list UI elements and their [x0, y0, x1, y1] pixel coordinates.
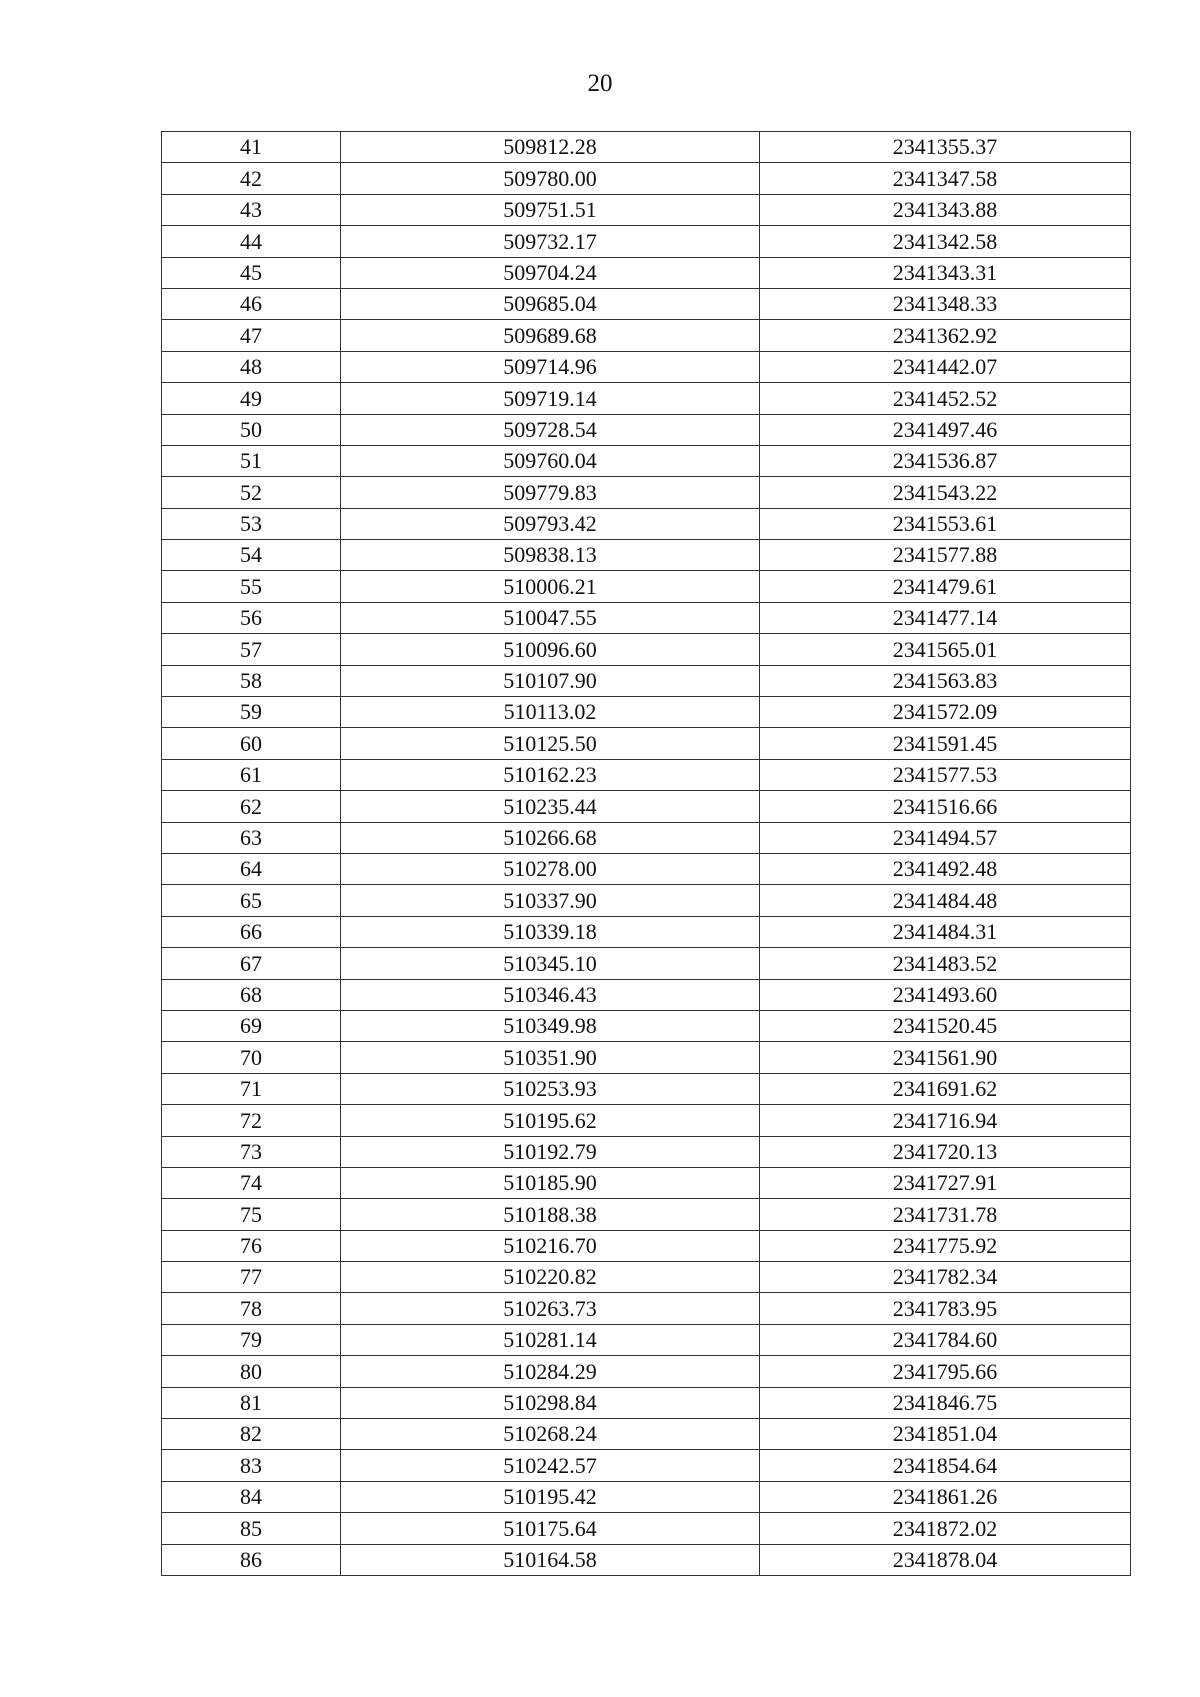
- point-number-cell: 50: [162, 414, 341, 445]
- y-coordinate-cell: 2341851.04: [760, 1419, 1131, 1450]
- point-number-cell: 71: [162, 1073, 341, 1104]
- table-row: [162, 728, 1131, 759]
- x-coordinate-cell: 509751.51: [341, 194, 760, 225]
- point-number-cell: 79: [162, 1324, 341, 1355]
- y-coordinate-cell: 2341452.52: [760, 383, 1131, 414]
- table-row: [162, 1230, 1131, 1261]
- table-row: [162, 1419, 1131, 1450]
- x-coordinate-cell: 510284.29: [341, 1356, 760, 1387]
- point-number-cell: 54: [162, 540, 341, 571]
- x-coordinate-cell: 509704.24: [341, 257, 760, 288]
- point-number-cell: 80: [162, 1356, 341, 1387]
- table-row: [162, 508, 1131, 539]
- table-row: [162, 383, 1131, 414]
- point-number-cell: 78: [162, 1293, 341, 1324]
- x-coordinate-cell: 510345.10: [341, 948, 760, 979]
- y-coordinate-cell: 2341553.61: [760, 508, 1131, 539]
- y-coordinate-cell: 2341854.64: [760, 1450, 1131, 1481]
- y-coordinate-cell: 2341872.02: [760, 1513, 1131, 1544]
- point-number-cell: 70: [162, 1042, 341, 1073]
- x-coordinate-cell: 510278.00: [341, 853, 760, 884]
- table-row: [162, 194, 1131, 225]
- coordinates-table-body: [162, 132, 1131, 1576]
- x-coordinate-cell: 510266.68: [341, 822, 760, 853]
- x-coordinate-cell: 510195.62: [341, 1105, 760, 1136]
- y-coordinate-cell: 2341878.04: [760, 1544, 1131, 1575]
- table-row: [162, 885, 1131, 916]
- point-number-cell: 62: [162, 791, 341, 822]
- table-row: [162, 351, 1131, 382]
- table-row: [162, 540, 1131, 571]
- x-coordinate-cell: 510192.79: [341, 1136, 760, 1167]
- y-coordinate-cell: 2341731.78: [760, 1199, 1131, 1230]
- table-row: [162, 288, 1131, 319]
- point-number-cell: 41: [162, 132, 341, 163]
- point-number-cell: 82: [162, 1419, 341, 1450]
- table-row: [162, 1356, 1131, 1387]
- x-coordinate-cell: 510346.43: [341, 979, 760, 1010]
- table-row: [162, 163, 1131, 194]
- point-number-cell: 85: [162, 1513, 341, 1544]
- table-row: [162, 414, 1131, 445]
- point-number-cell: 58: [162, 665, 341, 696]
- point-number-cell: 52: [162, 477, 341, 508]
- point-number-cell: 48: [162, 351, 341, 382]
- x-coordinate-cell: 509689.68: [341, 320, 760, 351]
- x-coordinate-cell: 510253.93: [341, 1073, 760, 1104]
- y-coordinate-cell: 2341720.13: [760, 1136, 1131, 1167]
- x-coordinate-cell: 510337.90: [341, 885, 760, 916]
- point-number-cell: 56: [162, 602, 341, 633]
- table-row: [162, 602, 1131, 633]
- y-coordinate-cell: 2341483.52: [760, 948, 1131, 979]
- y-coordinate-cell: 2341355.37: [760, 132, 1131, 163]
- x-coordinate-cell: 510096.60: [341, 634, 760, 665]
- y-coordinate-cell: 2341536.87: [760, 445, 1131, 476]
- x-coordinate-cell: 510162.23: [341, 759, 760, 790]
- y-coordinate-cell: 2341516.66: [760, 791, 1131, 822]
- y-coordinate-cell: 2341861.26: [760, 1481, 1131, 1512]
- x-coordinate-cell: 510113.02: [341, 697, 760, 728]
- x-coordinate-cell: 510047.55: [341, 602, 760, 633]
- x-coordinate-cell: 510185.90: [341, 1167, 760, 1198]
- x-coordinate-cell: 509780.00: [341, 163, 760, 194]
- y-coordinate-cell: 2341572.09: [760, 697, 1131, 728]
- table-row: [162, 226, 1131, 257]
- x-coordinate-cell: 510349.98: [341, 1010, 760, 1041]
- table-row: [162, 1387, 1131, 1418]
- point-number-cell: 43: [162, 194, 341, 225]
- x-coordinate-cell: 509685.04: [341, 288, 760, 319]
- point-number-cell: 68: [162, 979, 341, 1010]
- y-coordinate-cell: 2341775.92: [760, 1230, 1131, 1261]
- x-coordinate-cell: 509793.42: [341, 508, 760, 539]
- y-coordinate-cell: 2341591.45: [760, 728, 1131, 759]
- table-row: [162, 1010, 1131, 1041]
- table-row: [162, 1073, 1131, 1104]
- point-number-cell: 75: [162, 1199, 341, 1230]
- x-coordinate-cell: 510164.58: [341, 1544, 760, 1575]
- y-coordinate-cell: 2341362.92: [760, 320, 1131, 351]
- x-coordinate-cell: 510216.70: [341, 1230, 760, 1261]
- table-row: [162, 1199, 1131, 1230]
- table-row: [162, 571, 1131, 602]
- page-number: 20: [587, 70, 613, 97]
- table-row: [162, 1544, 1131, 1575]
- point-number-cell: 42: [162, 163, 341, 194]
- table-row: [162, 1262, 1131, 1293]
- point-number-cell: 67: [162, 948, 341, 979]
- x-coordinate-cell: 510242.57: [341, 1450, 760, 1481]
- y-coordinate-cell: 2341565.01: [760, 634, 1131, 665]
- table-row: [162, 1481, 1131, 1512]
- point-number-cell: 84: [162, 1481, 341, 1512]
- x-coordinate-cell: 509714.96: [341, 351, 760, 382]
- x-coordinate-cell: 509732.17: [341, 226, 760, 257]
- table-row: [162, 1167, 1131, 1198]
- y-coordinate-cell: 2341347.58: [760, 163, 1131, 194]
- table-row: [162, 791, 1131, 822]
- table-row: [162, 257, 1131, 288]
- x-coordinate-cell: 510107.90: [341, 665, 760, 696]
- coordinates-table: [161, 131, 1131, 1576]
- table-row: [162, 1450, 1131, 1481]
- y-coordinate-cell: 2341493.60: [760, 979, 1131, 1010]
- table-row: [162, 822, 1131, 853]
- point-number-cell: 57: [162, 634, 341, 665]
- y-coordinate-cell: 2341784.60: [760, 1324, 1131, 1355]
- x-coordinate-cell: 509812.28: [341, 132, 760, 163]
- x-coordinate-cell: 509760.04: [341, 445, 760, 476]
- y-coordinate-cell: 2341520.45: [760, 1010, 1131, 1041]
- x-coordinate-cell: 510268.24: [341, 1419, 760, 1450]
- point-number-cell: 46: [162, 288, 341, 319]
- y-coordinate-cell: 2341484.48: [760, 885, 1131, 916]
- y-coordinate-cell: 2341479.61: [760, 571, 1131, 602]
- point-number-cell: 72: [162, 1105, 341, 1136]
- table-row: [162, 948, 1131, 979]
- point-number-cell: 76: [162, 1230, 341, 1261]
- y-coordinate-cell: 2341343.31: [760, 257, 1131, 288]
- y-coordinate-cell: 2341348.33: [760, 288, 1131, 319]
- x-coordinate-cell: 510125.50: [341, 728, 760, 759]
- x-coordinate-cell: 510339.18: [341, 916, 760, 947]
- x-coordinate-cell: 510006.21: [341, 571, 760, 602]
- point-number-cell: 44: [162, 226, 341, 257]
- point-number-cell: 73: [162, 1136, 341, 1167]
- x-coordinate-cell: 510298.84: [341, 1387, 760, 1418]
- point-number-cell: 77: [162, 1262, 341, 1293]
- x-coordinate-cell: 509779.83: [341, 477, 760, 508]
- x-coordinate-cell: 509728.54: [341, 414, 760, 445]
- y-coordinate-cell: 2341477.14: [760, 602, 1131, 633]
- y-coordinate-cell: 2341342.58: [760, 226, 1131, 257]
- x-coordinate-cell: 510351.90: [341, 1042, 760, 1073]
- y-coordinate-cell: 2341577.88: [760, 540, 1131, 571]
- x-coordinate-cell: 510220.82: [341, 1262, 760, 1293]
- table-row: [162, 320, 1131, 351]
- table-row: [162, 759, 1131, 790]
- table-row: [162, 916, 1131, 947]
- y-coordinate-cell: 2341442.07: [760, 351, 1131, 382]
- table-row: [162, 1324, 1131, 1355]
- table-row: [162, 132, 1131, 163]
- point-number-cell: 49: [162, 383, 341, 414]
- x-coordinate-cell: 509719.14: [341, 383, 760, 414]
- point-number-cell: 53: [162, 508, 341, 539]
- y-coordinate-cell: 2341497.46: [760, 414, 1131, 445]
- point-number-cell: 65: [162, 885, 341, 916]
- y-coordinate-cell: 2341727.91: [760, 1167, 1131, 1198]
- y-coordinate-cell: 2341783.95: [760, 1293, 1131, 1324]
- y-coordinate-cell: 2341716.94: [760, 1105, 1131, 1136]
- point-number-cell: 59: [162, 697, 341, 728]
- table-row: [162, 634, 1131, 665]
- y-coordinate-cell: 2341795.66: [760, 1356, 1131, 1387]
- y-coordinate-cell: 2341691.62: [760, 1073, 1131, 1104]
- point-number-cell: 61: [162, 759, 341, 790]
- x-coordinate-cell: 509838.13: [341, 540, 760, 571]
- table-row: [162, 979, 1131, 1010]
- table-row: [162, 1105, 1131, 1136]
- y-coordinate-cell: 2341494.57: [760, 822, 1131, 853]
- x-coordinate-cell: 510175.64: [341, 1513, 760, 1544]
- y-coordinate-cell: 2341343.88: [760, 194, 1131, 225]
- table-row: [162, 477, 1131, 508]
- y-coordinate-cell: 2341492.48: [760, 853, 1131, 884]
- table-row: [162, 1042, 1131, 1073]
- point-number-cell: 83: [162, 1450, 341, 1481]
- y-coordinate-cell: 2341846.75: [760, 1387, 1131, 1418]
- table-row: [162, 665, 1131, 696]
- table-row: [162, 1293, 1131, 1324]
- x-coordinate-cell: 510263.73: [341, 1293, 760, 1324]
- point-number-cell: 60: [162, 728, 341, 759]
- x-coordinate-cell: 510195.42: [341, 1481, 760, 1512]
- point-number-cell: 66: [162, 916, 341, 947]
- y-coordinate-cell: 2341563.83: [760, 665, 1131, 696]
- table-row: [162, 1136, 1131, 1167]
- point-number-cell: 69: [162, 1010, 341, 1041]
- point-number-cell: 81: [162, 1387, 341, 1418]
- point-number-cell: 63: [162, 822, 341, 853]
- table-row: [162, 445, 1131, 476]
- table-row: [162, 853, 1131, 884]
- y-coordinate-cell: 2341543.22: [760, 477, 1131, 508]
- x-coordinate-cell: 510281.14: [341, 1324, 760, 1355]
- y-coordinate-cell: 2341561.90: [760, 1042, 1131, 1073]
- point-number-cell: 55: [162, 571, 341, 602]
- point-number-cell: 64: [162, 853, 341, 884]
- table-row: [162, 697, 1131, 728]
- x-coordinate-cell: 510235.44: [341, 791, 760, 822]
- y-coordinate-cell: 2341484.31: [760, 916, 1131, 947]
- table-row: [162, 1513, 1131, 1544]
- y-coordinate-cell: 2341782.34: [760, 1262, 1131, 1293]
- point-number-cell: 47: [162, 320, 341, 351]
- point-number-cell: 86: [162, 1544, 341, 1575]
- point-number-cell: 51: [162, 445, 341, 476]
- point-number-cell: 74: [162, 1167, 341, 1198]
- y-coordinate-cell: 2341577.53: [760, 759, 1131, 790]
- x-coordinate-cell: 510188.38: [341, 1199, 760, 1230]
- point-number-cell: 45: [162, 257, 341, 288]
